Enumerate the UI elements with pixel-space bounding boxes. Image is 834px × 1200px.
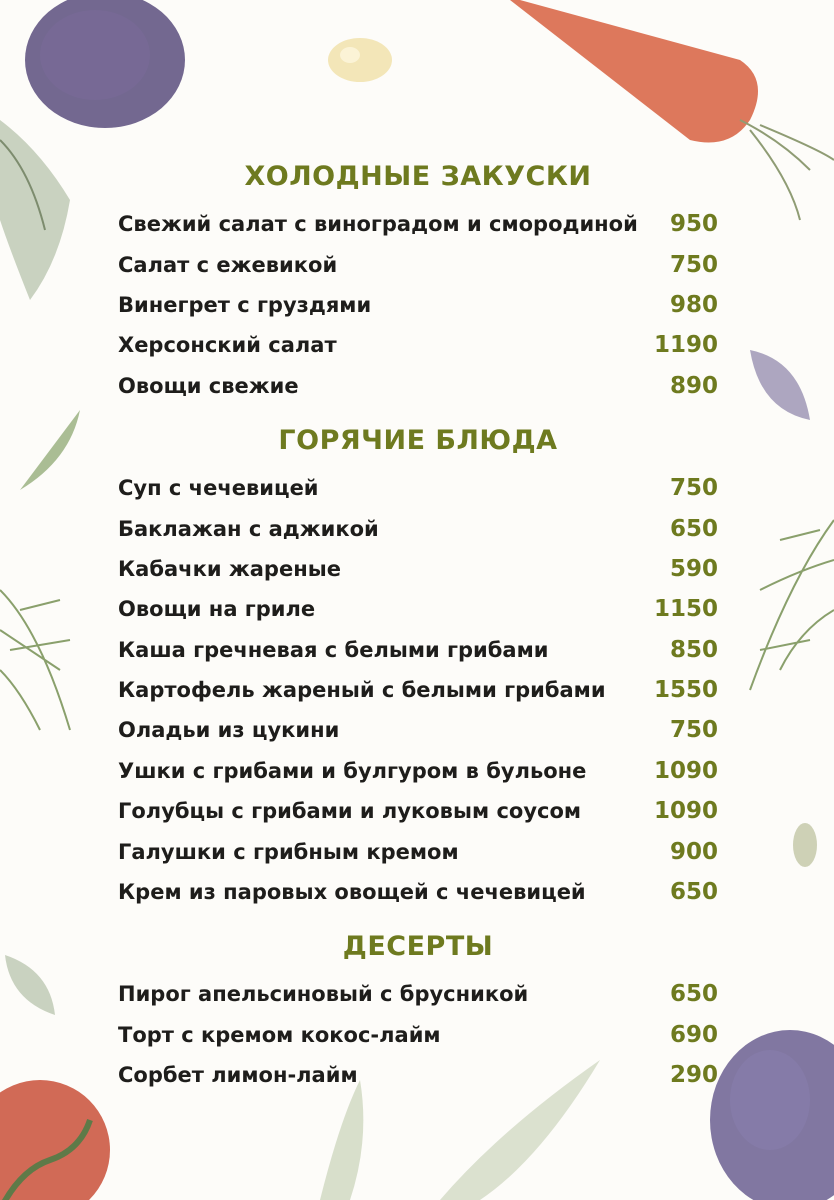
menu — [118, 150, 718, 1095]
item-name: Каша гречневая с белыми грибами — [118, 637, 549, 662]
item-name: Галушки с грибным кремом — [118, 839, 459, 864]
item-price: 750 — [669, 717, 718, 744]
item-name: Салат с ежевикой — [118, 252, 338, 277]
item-price: 1090 — [653, 798, 718, 825]
item-name: Кабачки жареные — [118, 556, 341, 581]
item-name: Картофель жареный с белыми грибами — [118, 678, 606, 703]
item-price: 1090 — [653, 757, 718, 784]
item-name: Овощи свежие — [118, 373, 299, 398]
item-name: Торт с кремом кокос-лайм — [118, 1022, 441, 1047]
item-name: Свежий салат с виноградом и смородиной — [118, 212, 638, 237]
item-name: Херсонский салат — [118, 333, 337, 358]
item-name: Овощи на гриле — [118, 597, 316, 622]
item-name: Суп с чечевицей — [118, 476, 319, 501]
item-price: 1190 — [653, 332, 718, 359]
menu-item — [118, 974, 718, 1014]
menu-item — [118, 791, 718, 831]
item-price: 1150 — [653, 596, 718, 623]
tomato-illustration — [0, 1060, 120, 1200]
menu-item — [118, 630, 718, 670]
item-name: Винегрет с груздями — [118, 292, 372, 317]
menu-item — [118, 244, 718, 284]
menu-item — [118, 831, 718, 871]
leaf-small-illustration — [0, 950, 60, 1020]
mushroom-illustration — [320, 30, 400, 100]
dill-left-illustration — [0, 570, 90, 740]
item-price: 1550 — [653, 677, 718, 704]
menu-item — [118, 751, 718, 791]
section-desserts — [118, 920, 718, 1095]
item-price: 750 — [669, 251, 718, 278]
item-price: 900 — [669, 838, 718, 865]
menu-item — [118, 366, 718, 406]
menu-item — [118, 872, 718, 912]
item-price: 650 — [669, 879, 718, 906]
menu-item — [118, 325, 718, 365]
menu-item — [118, 1015, 718, 1055]
item-name: Крем из паровых овощей с чечевицей — [118, 880, 586, 905]
section-title: ГОРЯЧИЕ БЛЮДА — [278, 424, 558, 456]
menu-item — [118, 1055, 718, 1095]
menu-item — [118, 468, 718, 508]
item-price: 290 — [669, 1062, 718, 1089]
dill-right-illustration — [740, 500, 834, 700]
section-cold-appetizers — [118, 150, 718, 406]
leaf-illustration — [740, 340, 820, 430]
herb-illustration — [10, 400, 90, 500]
item-name: Сорбет лимон-лайм — [118, 1063, 358, 1088]
menu-item — [118, 710, 718, 750]
item-price: 850 — [669, 636, 718, 663]
section-title: ХОЛОДНЫЕ ЗАКУСКИ — [244, 161, 592, 192]
item-price: 650 — [669, 981, 718, 1008]
section-title: ДЕСЕРТЫ — [342, 931, 494, 963]
section-hot-dishes — [118, 414, 718, 912]
menu-item — [118, 285, 718, 325]
seed-illustration — [785, 815, 825, 875]
menu-item — [118, 670, 718, 710]
item-name: Голубцы с грибами и луковым соусом — [118, 799, 582, 824]
item-price: 890 — [669, 372, 718, 399]
item-price: 950 — [669, 211, 718, 238]
item-name: Ушки с грибами и булгуром в бульоне — [118, 758, 587, 783]
item-name: Оладьи из цукини — [118, 718, 340, 743]
menu-item — [118, 549, 718, 589]
item-price: 750 — [669, 475, 718, 502]
menu-item — [118, 589, 718, 629]
item-price: 650 — [669, 515, 718, 542]
menu-item — [118, 204, 718, 244]
menu-item — [118, 508, 718, 548]
item-price: 980 — [669, 291, 718, 318]
item-name: Пирог апельсиновый с брусникой — [118, 982, 529, 1007]
item-price: 590 — [669, 555, 718, 582]
item-name: Баклажан с аджикой — [118, 516, 379, 541]
item-price: 690 — [669, 1021, 718, 1048]
